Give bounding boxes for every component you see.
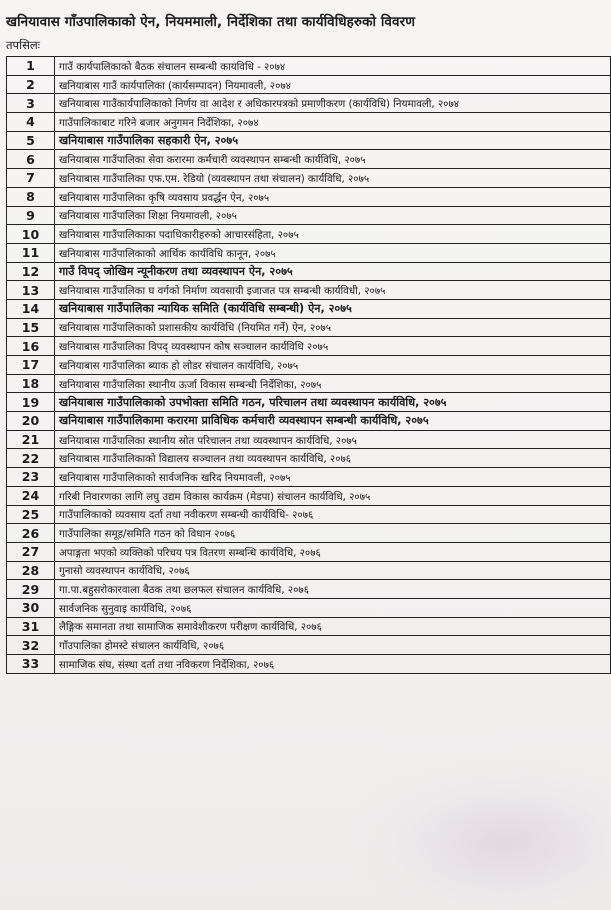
regulation-title: खनियाबास गाउँपालिका कृषि व्यवसाय प्रवर्द्धन ऐन, २०७५ [55, 187, 611, 206]
regulation-title: खनियाबास गाउँपालिका न्यायिक समिति (कार्यविधि सम्बन्धी) ऐन, २०७५ [55, 299, 611, 318]
regulation-title: खनियाबास गाउँपालिका स्थानीय ऊर्जा विकास सम्बन्धी निर्देशिका, २०७५ [55, 374, 611, 393]
document-subtitle: तपसिलः [6, 38, 40, 52]
serial-number: 7 [7, 169, 55, 188]
serial-number: 10 [7, 225, 55, 244]
table-row [7, 374, 611, 393]
table-row [7, 598, 611, 617]
table-row [7, 524, 611, 543]
serial-number: 24 [7, 486, 55, 505]
serial-number: 12 [7, 262, 55, 281]
regulation-title: गाउँ विपद् जोखिम न्यूनीकरण तथा व्यवस्थापन ऐन, २०७५ [55, 262, 611, 281]
table-row [7, 113, 611, 132]
table-row [7, 412, 611, 431]
regulation-title: खनियाबास गाउँपालिका शिक्षा नियमावली, २०७५ [55, 206, 611, 225]
regulation-title: खनियाबास गाउँपालिका ब्याक हो लोडर संचालन कार्यविधि, २०७५ [55, 356, 611, 375]
regulation-title: खनियाबास गाउँ कार्यपालिका (कार्यसम्पादन) नियमावली, २०७४ [55, 75, 611, 94]
regulation-title: खनियाबास गाउँपालिका सहकारी ऐन, २०७५ [55, 131, 611, 150]
regulation-title: खनियाबास गाउँपालिकाका पदाधिकारीहरुको आचारसंहिता, २०७५ [55, 225, 611, 244]
serial-number: 18 [7, 374, 55, 393]
serial-number: 16 [7, 337, 55, 356]
table-row [7, 94, 611, 113]
serial-number: 1 [7, 57, 55, 76]
regulation-title: खनियाबास गाउँपालिकाको सार्वजनिक खरिद नियमावली, २०७५ [55, 468, 611, 487]
regulation-title: गुनासो व्यवस्थापन कार्यविधि, २०७६ [55, 561, 611, 580]
regulation-title: गाउँपालिकाको व्यवसाय दर्ता तथा नवीकरण सम्बन्धी कार्यविधि- २०७६ [55, 505, 611, 524]
serial-number: 5 [7, 131, 55, 150]
serial-number: 6 [7, 150, 55, 169]
table-row [7, 169, 611, 188]
serial-number: 3 [7, 94, 55, 113]
regulation-title: खनियाबास गाउँपालिकाको उपभोक्ता समिति गठन, परिचालन तथा व्यवस्थापन कार्यविधि, २०७५ [55, 393, 611, 412]
serial-number: 29 [7, 580, 55, 599]
serial-number: 26 [7, 524, 55, 543]
regulation-title: सार्वजनिक सुनुवाइ कार्यविधि, २०७६ [55, 598, 611, 617]
serial-number: 31 [7, 617, 55, 636]
table-row [7, 131, 611, 150]
table-row [7, 281, 611, 300]
table-row [7, 57, 611, 76]
regulations-table-body [7, 57, 611, 674]
regulation-title: अपाङ्गता भएको व्यक्तिको परिचय पत्र वितरण सम्बन्धि कार्यविधि, २०७६ [55, 542, 611, 561]
serial-number: 11 [7, 243, 55, 262]
regulation-title: लैङ्गिक समानता तथा सामाजिक समावेशीकरण परीक्षण कार्यविधि, २०७६ [55, 617, 611, 636]
regulation-title: खनियाबास गाउँपालिका सेवा करारमा कर्मचारी व्यवस्थापन सम्बन्धी कार्यविधि, २०७५ [55, 150, 611, 169]
regulation-title: खनियाबास गाउँपालिकाको विद्यालय सञ्चालन तथा व्यवस्थापन कार्यविधि, २०७६ [55, 449, 611, 468]
serial-number: 25 [7, 505, 55, 524]
table-row [7, 430, 611, 449]
serial-number: 15 [7, 318, 55, 337]
regulation-title: खनियाबास गाउँपालिकाको आर्थिक कार्यविधि कानून, २०७५ [55, 243, 611, 262]
table-row [7, 337, 611, 356]
table-row [7, 356, 611, 375]
regulation-title: गाउँ कार्यपालिकाको बैठक संचालन सम्बन्धी कायविधि - २०७४ [55, 57, 611, 76]
serial-number: 8 [7, 187, 55, 206]
table-row [7, 75, 611, 94]
table-row [7, 187, 611, 206]
serial-number: 4 [7, 113, 55, 132]
table-row [7, 318, 611, 337]
serial-number: 17 [7, 356, 55, 375]
table-row [7, 468, 611, 487]
table-row [7, 150, 611, 169]
serial-number: 2 [7, 75, 55, 94]
serial-number: 30 [7, 598, 55, 617]
table-row [7, 206, 611, 225]
paper-stain [350, 760, 610, 910]
regulation-title: गाउँपालिका समूह/समिति गठन को विधान २०७६ [55, 524, 611, 543]
regulation-title: खनियाबास गाउँपालिका एफ.एम. रेडियो (व्यवस्थापन तथा संचालन) कार्यविधि, २०७५ [55, 169, 611, 188]
serial-number: 32 [7, 636, 55, 655]
table-row [7, 299, 611, 318]
regulation-title: खनियाबास गाउँकार्यपालिकाको निर्णय वा आदेश र अधिकारपत्रको प्रमाणीकरण (कार्यविधि) नियमावली, २०७४ [55, 94, 611, 113]
regulation-title: खनियाबास गाउँपालिका स्थानीय स्रोत परिचालन तथा व्यवस्थापन कार्यविधि, २०७५ [55, 430, 611, 449]
serial-number: 23 [7, 468, 55, 487]
serial-number: 33 [7, 655, 55, 674]
table-row [7, 449, 611, 468]
regulation-title: गा.पा.बहुसरोकारवाला बैठक तथा छलफल संचालन कार्यविधि, २०७६ [55, 580, 611, 599]
serial-number: 28 [7, 561, 55, 580]
table-row [7, 486, 611, 505]
table-row [7, 243, 611, 262]
table-row [7, 580, 611, 599]
serial-number: 22 [7, 449, 55, 468]
regulation-title: खनियाबास गाउँपालिकामा करारमा प्राविधिक कर्मचारी व्यवस्थापन सम्बन्धी कार्यविधि, २०७५ [55, 412, 611, 431]
serial-number: 21 [7, 430, 55, 449]
regulation-title: गाँउपालिका होमस्टे संचालन कार्यविधि, २०७६ [55, 636, 611, 655]
regulation-title: गरिबी निवारणका लागि लघु उद्यम विकास कार्यक्रम (मेडपा) संचालन कार्यविधि, २०७५ [55, 486, 611, 505]
table-row [7, 225, 611, 244]
serial-number: 20 [7, 412, 55, 431]
regulation-title: सामाजिक संघ, संस्था दर्ता तथा नविकरण निर्देशिका, २०७६ [55, 655, 611, 674]
table-row [7, 262, 611, 281]
table-row [7, 393, 611, 412]
document-title: खनियावास गाँउपालिकाको ऐन, नियममाली, निर्देशिका तथा कार्यविधिहरुको विवरण [6, 14, 416, 30]
regulations-table [6, 56, 611, 674]
table-row [7, 542, 611, 561]
serial-number: 19 [7, 393, 55, 412]
serial-number: 9 [7, 206, 55, 225]
table-row [7, 636, 611, 655]
serial-number: 13 [7, 281, 55, 300]
table-row [7, 655, 611, 674]
table-row [7, 505, 611, 524]
regulation-title: खनियाबास गाउँपालिका घ वर्गको निर्माण व्यवसायी इजाजत पत्र सम्बन्धी कार्यविधी, २०७५ [55, 281, 611, 300]
table-row [7, 561, 611, 580]
regulation-title: गाउँपालिकाबाट गरिने बजार अनुगमन निर्देशिका, २०७४ [55, 113, 611, 132]
regulation-title: खनियाबास गाउँपालिका विपद् व्यवस्थापन कोष सञ्चालन कार्यविधि २०७५ [55, 337, 611, 356]
regulation-title: खनियाबास गाउँपालिकाको प्रशासकीय कार्यविधि (नियमित गर्ने) ऐन, २०७५ [55, 318, 611, 337]
table-row [7, 617, 611, 636]
serial-number: 14 [7, 299, 55, 318]
serial-number: 27 [7, 542, 55, 561]
